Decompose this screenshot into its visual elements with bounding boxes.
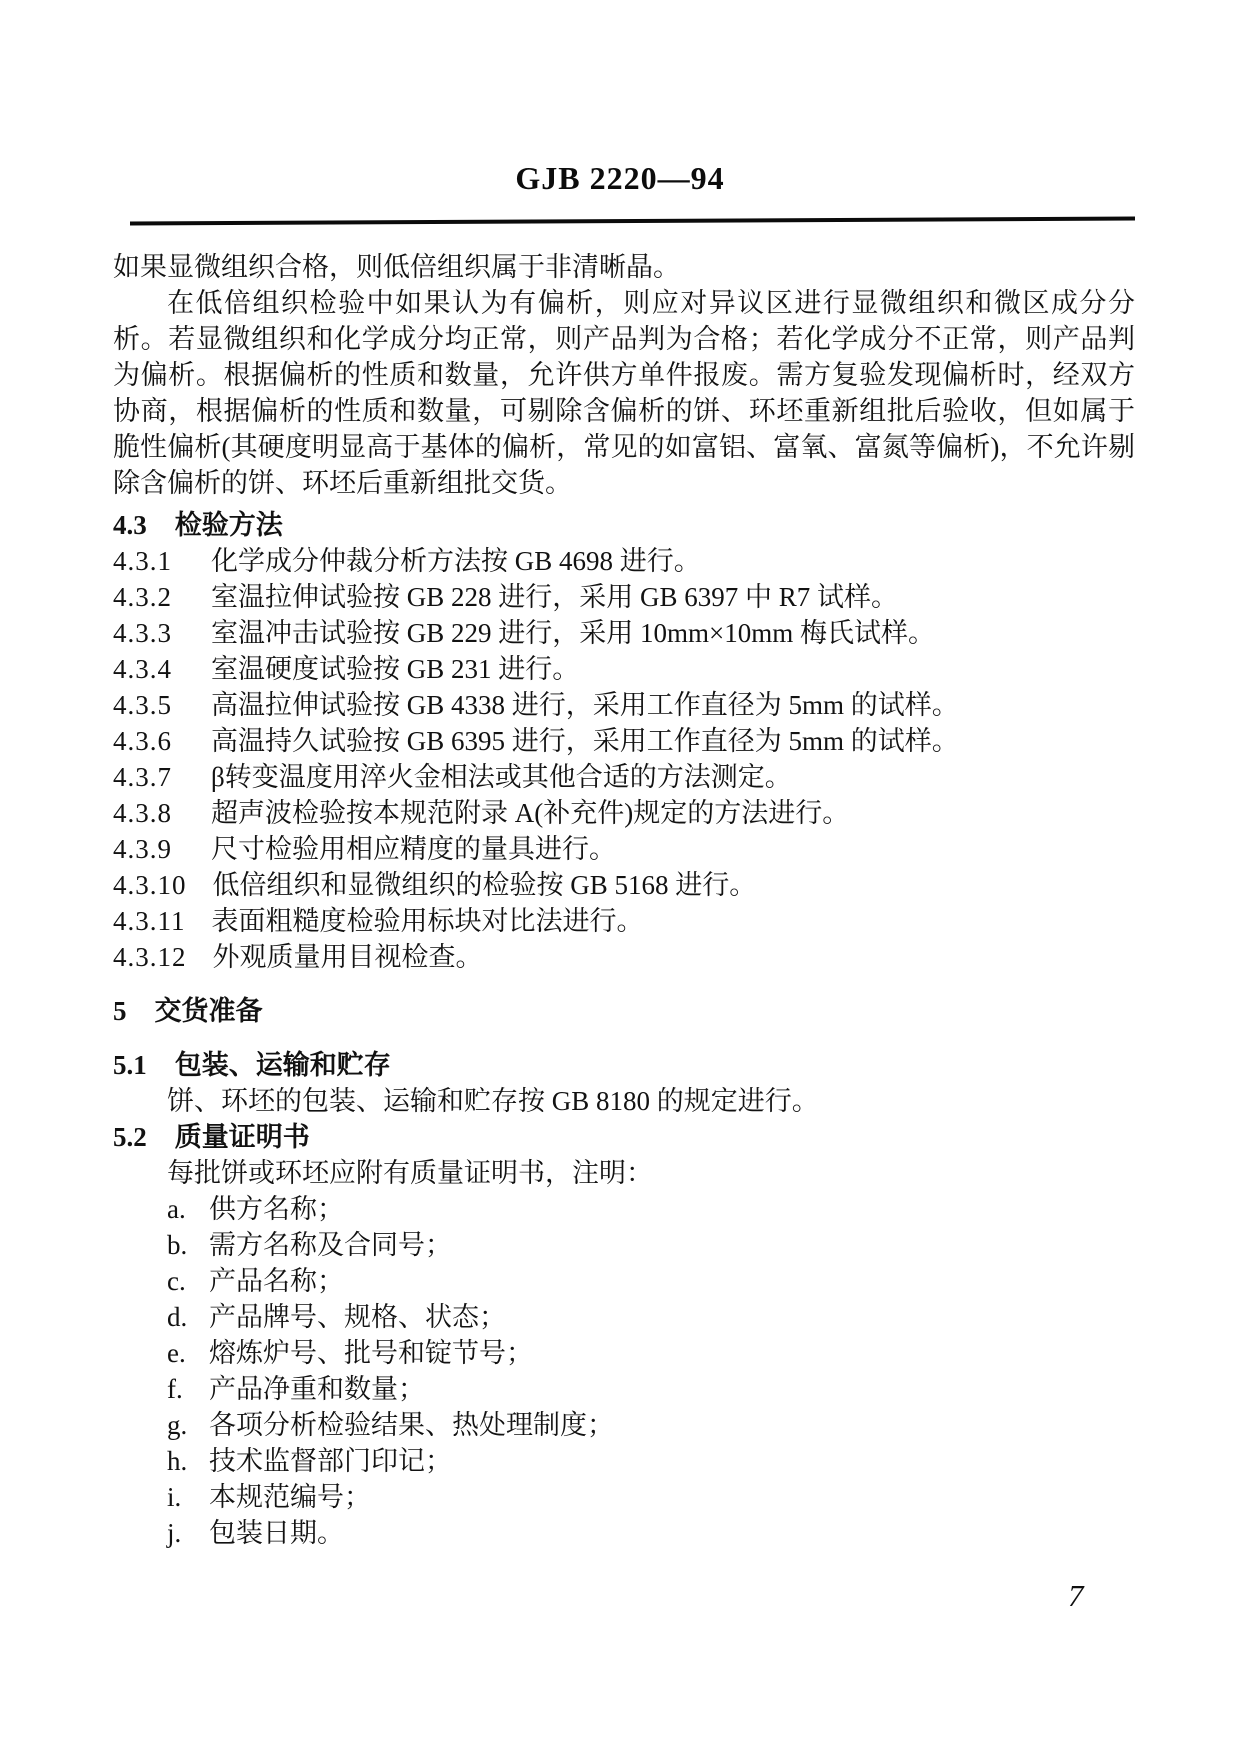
lettered-item	[113, 1227, 1135, 1263]
clause-text: 室温拉伸试验按 GB 228 进行，采用 GB 6397 中 R7 试样。	[211, 582, 899, 612]
clause-text: β转变温度用淬火金相法或其他合适的方法测定。	[211, 762, 792, 792]
lettered-item	[113, 1479, 1135, 1515]
section-heading-5-1	[113, 1047, 1135, 1083]
standard-number-header: GJB 2220—94	[515, 160, 725, 196]
clause-number: 4.3.2	[113, 582, 172, 612]
header-rule	[130, 217, 1135, 226]
clause-number: 4.3.7	[113, 762, 172, 792]
clause-text: 高温拉伸试验按 GB 4338 进行，采用工作直径为 5mm 的试样。	[211, 690, 959, 720]
item-marker: a.	[167, 1194, 186, 1224]
numbered-clause	[113, 651, 1135, 687]
lettered-item	[113, 1335, 1135, 1371]
clause-number: 4.3.11	[113, 906, 186, 936]
item-marker: g.	[167, 1410, 188, 1440]
lettered-item	[113, 1443, 1135, 1479]
lettered-item	[113, 1191, 1135, 1227]
paragraph-segregation: 在低倍组织检验中如果认为有偏析，则应对异议区进行显微组织和微区成分分析。若显微组织和化学成分均正常，则产品判为合格；若化学成分不正常，则产品判为偏析。根据偏析的性质和数量，允许供方单件报废。需方复验发现偏析时，经双方协商，根据偏析的性质和数量，可剔除含偏析的饼、环坯重新组批后验收，但如属于脆性偏析(其硬度明显高于基体的偏析，常见的如富铝、富氧、富氮等偏析)，不允许剔除含偏析的饼、环坯后重新组批交货。	[113, 288, 1135, 498]
lettered-item	[113, 1263, 1135, 1299]
numbered-clause	[113, 615, 1135, 651]
item-text: 技术监督部门印记；	[209, 1446, 452, 1476]
numbered-clause	[113, 831, 1135, 867]
item-text: 需方名称及合同号；	[209, 1230, 452, 1260]
clause-text: 室温硬度试验按 GB 231 进行。	[211, 654, 580, 684]
clause-number: 4.3.1	[113, 546, 172, 576]
section-title: 交货准备	[154, 996, 263, 1026]
item-marker: j.	[167, 1518, 182, 1548]
section-heading-5-2	[113, 1119, 1135, 1155]
page-number: 7	[1068, 1578, 1084, 1613]
clause-number: 4.3.8	[113, 798, 172, 828]
item-text: 熔炼炉号、批号和锭节号；	[209, 1338, 533, 1368]
section-number: 5.1	[113, 1050, 147, 1080]
clause-number: 4.3.4	[113, 654, 172, 684]
section-title: 检验方法	[174, 510, 283, 540]
clause-text: 高温持久试验按 GB 6395 进行，采用工作直径为 5mm 的试样。	[211, 726, 959, 756]
lettered-item	[113, 1371, 1135, 1407]
item-marker: d.	[167, 1302, 188, 1332]
clause-number: 4.3.6	[113, 726, 172, 756]
clause-text: 室温冲击试验按 GB 229 进行，采用 10mm×10mm 梅氏试样。	[211, 618, 935, 648]
lettered-item	[113, 1407, 1135, 1443]
lettered-item	[113, 1299, 1135, 1335]
document-body	[113, 249, 1135, 1551]
numbered-clause	[113, 687, 1135, 723]
item-text: 包装日期。	[209, 1518, 344, 1548]
item-marker: h.	[167, 1446, 188, 1476]
section-number: 5	[113, 996, 127, 1026]
section-title: 质量证明书	[174, 1122, 310, 1152]
item-marker: e.	[167, 1338, 186, 1368]
numbered-clause	[113, 903, 1135, 939]
item-marker: i.	[167, 1482, 182, 1512]
lettered-item	[113, 1515, 1135, 1551]
numbered-clause	[113, 579, 1135, 615]
clause-number: 4.3.10	[113, 870, 187, 900]
item-marker: f.	[167, 1374, 183, 1404]
numbered-clause	[113, 723, 1135, 759]
clause-text: 低倍组织和显微组织的检验按 GB 5168 进行。	[212, 870, 757, 900]
item-marker: b.	[167, 1230, 188, 1260]
section-heading-4-3	[113, 507, 1135, 543]
item-text: 产品牌号、规格、状态；	[209, 1302, 506, 1332]
numbered-clause	[113, 543, 1135, 579]
section-title: 包装、运输和贮存	[174, 1050, 391, 1080]
item-text: 供方名称；	[209, 1194, 344, 1224]
paragraph-continuation: 如果显微组织合格，则低倍组织属于非清晰晶。	[113, 252, 680, 282]
item-text: 本规范编号；	[209, 1482, 371, 1512]
clause-text: 超声波检验按本规范附录 A(补充件)规定的方法进行。	[211, 798, 850, 828]
item-marker: c.	[167, 1266, 186, 1296]
clause-number: 4.3.12	[113, 942, 187, 972]
section-number: 4.3	[113, 510, 147, 540]
numbered-clause	[113, 795, 1135, 831]
clause-number: 4.3.3	[113, 618, 172, 648]
numbered-clause	[113, 939, 1135, 975]
clause-text: 表面粗糙度检验用标块对比法进行。	[211, 906, 644, 936]
item-text: 产品名称；	[209, 1266, 344, 1296]
clause-number: 4.3.5	[113, 690, 172, 720]
clause-text: 尺寸检验用相应精度的量具进行。	[211, 834, 616, 864]
numbered-clause	[113, 867, 1135, 903]
section-heading-5	[113, 993, 1135, 1029]
paragraph-5-2-lead: 每批饼或环坯应附有质量证明书，注明：	[167, 1158, 653, 1188]
section-number: 5.2	[113, 1122, 147, 1152]
item-text: 各项分析检验结果、热处理制度；	[209, 1410, 614, 1440]
item-text: 产品净重和数量；	[209, 1374, 425, 1404]
numbered-clause	[113, 759, 1135, 795]
clause-text: 化学成分仲裁分析方法按 GB 4698 进行。	[211, 546, 701, 576]
paragraph-5-1-body: 饼、环坯的包装、运输和贮存按 GB 8180 的规定进行。	[167, 1086, 819, 1116]
clause-text: 外观质量用目视检查。	[212, 942, 483, 972]
clause-number: 4.3.9	[113, 834, 172, 864]
